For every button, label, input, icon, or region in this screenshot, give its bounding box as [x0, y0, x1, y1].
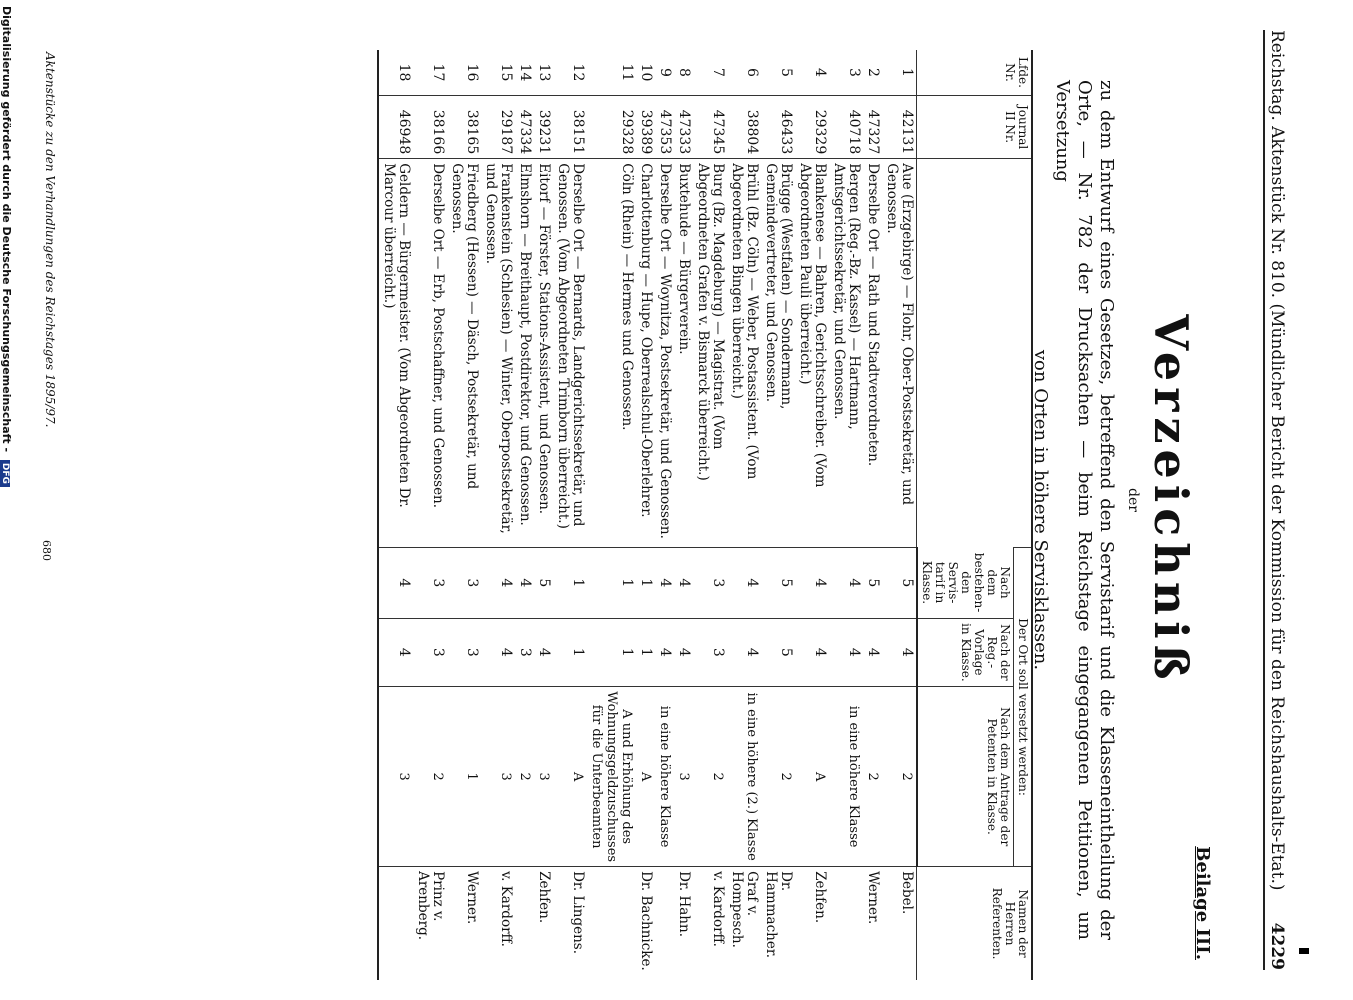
row-number: 6 — [744, 68, 761, 77]
table-row — [379, 50, 414, 980]
referent: Bebel. — [883, 867, 918, 980]
place-petitioner: Eitorf — Förster, Stations-Assistent, und Genossen. — [535, 159, 554, 548]
row-number: 9 — [657, 68, 674, 77]
class-petition: in eine höhere Klasse — [830, 687, 864, 867]
class-petition: 3 — [535, 687, 554, 867]
referent: v. Kardorff. — [694, 867, 728, 980]
class-proposal: 1 — [637, 618, 656, 687]
journal-number: 46433 — [762, 95, 796, 158]
page-title: Verzeichniß — [1144, 314, 1198, 686]
table-row — [414, 50, 448, 980]
row-number: 13 — [536, 63, 553, 82]
footer-page-number: 680 — [40, 540, 53, 561]
journal-number: 40718 — [830, 95, 864, 158]
referent: v. Kardorff. — [482, 867, 516, 980]
class-proposal: 1 — [554, 618, 588, 687]
journal-number: 47333 — [675, 95, 694, 158]
table-row — [588, 50, 637, 980]
class-current: 4 — [728, 548, 762, 619]
journal-number: 29328 — [588, 95, 637, 158]
row-number: 1 — [899, 68, 916, 77]
page-number: 4229 — [1267, 922, 1287, 970]
journal-number: 47334 — [516, 95, 535, 158]
class-petition: in eine höhere (2.) Klasse — [728, 687, 762, 867]
scan-mark — [1299, 948, 1309, 954]
journal-number: 29329 — [796, 95, 830, 158]
table-row — [796, 50, 830, 980]
table-row — [864, 50, 883, 980]
place-petitioner: Burg (Bz. Magdeburg) — Magistrat. (Vom Abgeordneten Grafen v. Bismarck überreicht.) — [694, 159, 728, 548]
running-head-text: Reichstag. Aktenstück Nr. 810. (Mündlicher Bericht der Kommission für den Reichshaushalts-Etat.) — [1267, 30, 1287, 891]
row-number: 17 — [430, 63, 447, 82]
class-current: 1 — [588, 548, 637, 619]
journal-number: 46948 — [379, 95, 414, 158]
journal-number: 47345 — [694, 95, 728, 158]
table-row — [656, 50, 675, 980]
table-row — [883, 50, 918, 980]
place-petitioner: Cöln (Rhein) — Hermes und Genossen. — [588, 159, 637, 548]
class-petition: 2 — [516, 687, 535, 867]
class-current: 3 — [448, 548, 482, 619]
class-current: 3 — [694, 548, 728, 619]
class-current: 4 — [830, 548, 864, 619]
referent: Zehfen. — [535, 867, 554, 980]
class-current: 1 — [554, 548, 588, 619]
place-petitioner: Brügge (Westfalen) — Sondermann, Gemeindevertreter, und Genossen. — [762, 159, 796, 548]
header-referent: Namen der Herren Referenten. — [917, 867, 1032, 980]
referent — [656, 867, 675, 980]
table-row — [675, 50, 694, 980]
supplement-label: Beilage III. — [1192, 846, 1213, 960]
class-petition: 2 — [883, 687, 918, 867]
table-row — [448, 50, 482, 980]
journal-number: 38166 — [414, 95, 448, 158]
class-current: 4 — [796, 548, 830, 619]
header-group: Der Ort soll versetzt werden: — [1014, 548, 1033, 867]
class-proposal: 3 — [516, 618, 535, 687]
class-petition: in eine höhere Klasse — [656, 687, 675, 867]
class-proposal: 4 — [796, 618, 830, 687]
table-row — [762, 50, 796, 980]
header-journal: Journal II Nr. — [917, 95, 1032, 158]
class-proposal: 4 — [864, 618, 883, 687]
class-petition: 2 — [762, 687, 796, 867]
journal-number: 38804 — [728, 95, 762, 158]
row-number: 3 — [846, 68, 863, 77]
journal-number: 39389 — [637, 95, 656, 158]
referent: Werner. — [864, 867, 883, 980]
class-current: 3 — [414, 548, 448, 619]
class-current: 4 — [656, 548, 675, 619]
place-petitioner: Derselbe Ort — Bernards, Landgerichtssekretär, und Genossen. (Vom Abgeordneten Trimborn überreicht.) — [554, 159, 588, 548]
place-petitioner: Blankenese — Bahren, Gerichtsschreiber. (Vom Abgeordneten Pauli überreicht.) — [796, 159, 830, 548]
row-number: 18 — [396, 63, 413, 82]
table-row — [482, 50, 516, 980]
intro-paragraph — [1029, 80, 1117, 940]
place-petitioner: Derselbe Ort — Rath und Stadtverordneten. — [864, 159, 883, 548]
table-row — [728, 50, 762, 980]
referent: Dr. Lingens. — [554, 867, 588, 980]
class-petition: 2 — [864, 687, 883, 867]
class-petition: A — [796, 687, 830, 867]
referent — [379, 867, 414, 980]
class-proposal: 4 — [883, 618, 918, 687]
credit-text: Digitalisierung gefördert durch die Deutsche Forschungsgemeinschaft - — [0, 6, 13, 453]
table-row — [554, 50, 588, 980]
table-body — [379, 50, 918, 980]
place-petitioner: Frankenstein (Schlesien) — Winter, Oberpostsekretär, und Genossen. — [482, 159, 516, 548]
running-head — [1267, 30, 1287, 970]
class-current: 4 — [516, 548, 535, 619]
footer-note: Aktenstücke zu den Verhandlungen des Reichstages 1895/97. — [43, 52, 57, 428]
row-number: 4 — [812, 68, 829, 77]
class-proposal: 1 — [588, 618, 637, 687]
class-current: 1 — [637, 548, 656, 619]
place-petitioner: Charlottenburg — Hupe, Oberrealschul-Oberlehrer. — [637, 159, 656, 548]
class-petition: 1 — [448, 687, 482, 867]
class-current: 5 — [762, 548, 796, 619]
place-petitioner: Buxtehude — Bürgerverein. — [675, 159, 694, 548]
class-current: 5 — [883, 548, 918, 619]
referent: Zehfen. — [796, 867, 830, 980]
class-proposal: 5 — [762, 618, 796, 687]
class-proposal: 4 — [675, 618, 694, 687]
place-petitioner: Derselbe Ort — Woynitza, Postsekretär, und Genossen. — [656, 159, 675, 548]
row-number: 8 — [676, 68, 693, 77]
class-petition: 3 — [379, 687, 414, 867]
header-ort — [917, 159, 1032, 548]
journal-number: 42131 — [883, 95, 918, 158]
journal-number: 29187 — [482, 95, 516, 158]
journal-number: 38151 — [554, 95, 588, 158]
row-number: 5 — [778, 68, 795, 77]
referent — [516, 867, 535, 980]
class-petition: 3 — [675, 687, 694, 867]
header-class-current: Nach dem bestehen-den Servis-tarif in Klasse. — [917, 548, 1014, 619]
table-row — [637, 50, 656, 980]
class-proposal: 3 — [448, 618, 482, 687]
place-petitioner: Friedberg (Hessen) — Däsch, Postsekretär, und Genossen. — [448, 159, 482, 548]
place-petitioner: Derselbe Ort — Erb, Postschaffner, und Genossen. — [414, 159, 448, 548]
class-current: 4 — [675, 548, 694, 619]
class-petition: 3 — [482, 687, 516, 867]
intro-text: zu dem Entwurf eines Gesetzes, betreffend den Servistarif und die Klasseneintheilung der Orte, — Nr. 782 der Drucksachen — beim Reichstage eingegangenen Petitionen, um Versetzung — [1052, 80, 1117, 940]
journal-number: 47353 — [656, 95, 675, 158]
dfg-logo: DFG — [0, 460, 10, 487]
row-number: 15 — [498, 63, 515, 82]
table-row — [535, 50, 554, 980]
referent: Prinz v. Arenberg. — [414, 867, 448, 980]
class-proposal: 3 — [694, 618, 728, 687]
class-proposal: 4 — [482, 618, 516, 687]
referent: Werner. — [448, 867, 482, 980]
header-class-petition: Nach dem Antrage der Petenten in Klasse. — [917, 687, 1014, 867]
row-number: 16 — [464, 63, 481, 82]
table-row — [516, 50, 535, 980]
class-proposal: 4 — [728, 618, 762, 687]
class-proposal: 4 — [379, 618, 414, 687]
row-number: 2 — [865, 68, 882, 77]
digitization-credit — [0, 0, 13, 1000]
place-petitioner: Bergen (Reg.-Bz. Kassel) — Hartmann, Amtsgerichtssekretär, und Genossen. — [830, 159, 864, 548]
referent — [830, 867, 864, 980]
class-current: 5 — [535, 548, 554, 619]
journal-number: 38165 — [448, 95, 482, 158]
class-petition: 2 — [694, 687, 728, 867]
journal-number: 47327 — [864, 95, 883, 158]
referent — [588, 867, 637, 980]
row-number: 11 — [619, 63, 636, 82]
class-current: 5 — [864, 548, 883, 619]
class-petition: A — [637, 687, 656, 867]
class-proposal: 4 — [830, 618, 864, 687]
row-number: 12 — [570, 63, 587, 82]
row-number: 10 — [638, 63, 655, 82]
referent: Dr. Hahn. — [675, 867, 694, 980]
title-sub: der — [1125, 488, 1141, 512]
table-row — [694, 50, 728, 980]
class-petition: 2 — [414, 687, 448, 867]
journal-number: 39231 — [535, 95, 554, 158]
referent: Dr. Bachnicke. — [637, 867, 656, 980]
class-proposal: 3 — [414, 618, 448, 687]
referent: Graf v. Hompesch. — [728, 867, 762, 980]
row-number: 7 — [710, 68, 727, 77]
class-petition: A — [554, 687, 588, 867]
place-petitioner: Elmshorn — Breithaupt, Postdirektor, und Genossen. — [516, 159, 535, 548]
class-petition: A und Erhöhung des Wohnungsgeldzuschusses für die Unterbeamten — [588, 687, 637, 867]
referent: Dr. Hammacher. — [762, 867, 796, 980]
header-class-proposal: Nach der Reg.-Vorlage in Klasse. — [917, 618, 1014, 687]
table-row — [830, 50, 864, 980]
class-current: 4 — [379, 548, 414, 619]
class-current: 4 — [482, 548, 516, 619]
header-rule — [1263, 30, 1265, 970]
row-number: 14 — [517, 63, 534, 82]
class-proposal: 4 — [535, 618, 554, 687]
petition-table — [378, 50, 1034, 980]
intro-last-line: von Orten in höhere Servisklassen. — [1030, 349, 1051, 671]
place-petitioner: Brühl (Bz. Cöln) — Weber, Postassistent. (Vom Abgeordneten Bingen überreicht.) — [728, 159, 762, 548]
place-petitioner: Geldern — Bürgermeister. (Vom Abgeordneten Dr. Marcour überreicht.) — [379, 159, 414, 548]
header-lfd: Lfde. Nr. — [917, 50, 1032, 95]
class-proposal: 4 — [656, 618, 675, 687]
place-petitioner: Aue (Erzgebirge) — Flohr, Ober-Postsekretär, und Genossen. — [883, 159, 918, 548]
